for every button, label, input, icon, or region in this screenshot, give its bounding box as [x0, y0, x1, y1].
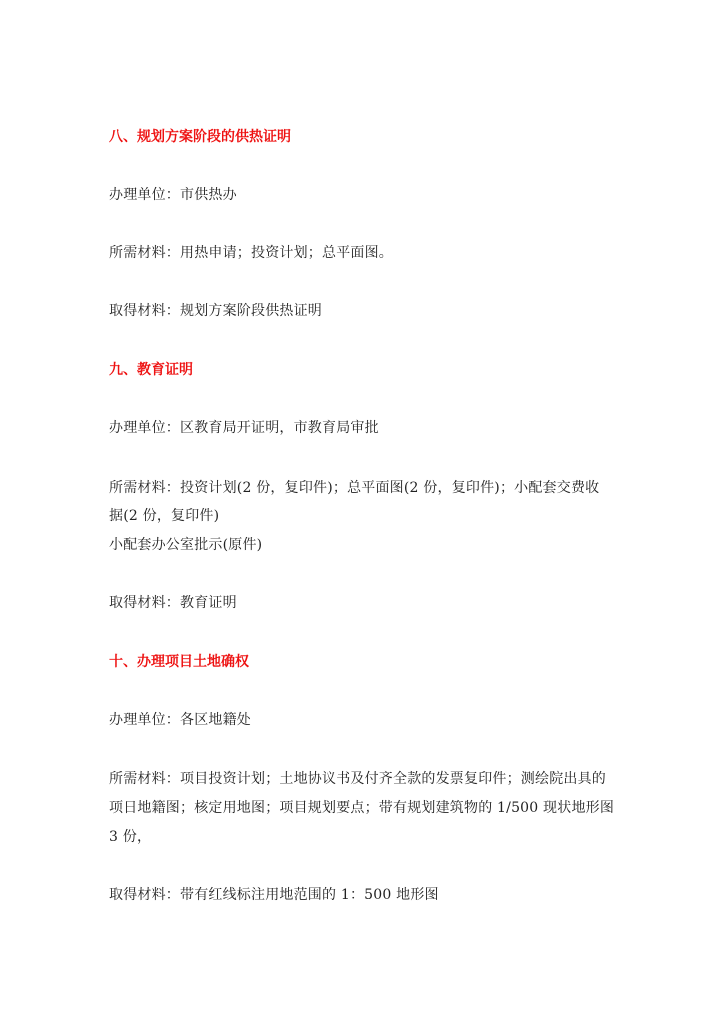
section-10-materials-line-2: 项日地籍图；核定用地图；项目规划要点；带有规划建筑物的 1/500 现状地形图	[109, 800, 615, 816]
section-heading-9: 九、教育证明	[109, 362, 193, 378]
section-10-materials-line-3: 3 份，	[109, 829, 152, 845]
section-9-materials-line-1: 所需材料：投资计划(2 份，复印件)；总平面图(2 份，复印件)；小配套交费收	[109, 480, 600, 496]
section-heading-10: 十、办理项目土地确权	[109, 654, 249, 670]
section-8-result: 取得材料：规划方案阶段供热证明	[109, 303, 322, 319]
section-10-materials-line-1: 所需材料：项目投资计划；土地协议书及付齐全款的发票复印件；测绘院出具的	[109, 771, 606, 787]
section-9-result: 取得材料：教育证明	[109, 595, 237, 611]
section-heading-8: 八、规划方案阶段的供热证明	[109, 129, 291, 145]
section-8-materials-line-1: 所需材料：用热申请；投资计划；总平面图。	[109, 245, 393, 261]
section-9-materials-line-2: 据(2 份，复印件)	[109, 508, 220, 524]
section-10-unit: 办理单位：各区地籍处	[109, 712, 251, 728]
section-10-result: 取得材料：带有红线标注用地范围的 1：500 地形图	[109, 887, 439, 903]
section-8-unit: 办理单位：市供热办	[109, 187, 237, 203]
section-9-unit: 办理单位：区教育局开证明，市教育局审批	[109, 420, 379, 436]
section-9-materials-line-3: 小配套办公室批示(原件)	[109, 537, 263, 553]
